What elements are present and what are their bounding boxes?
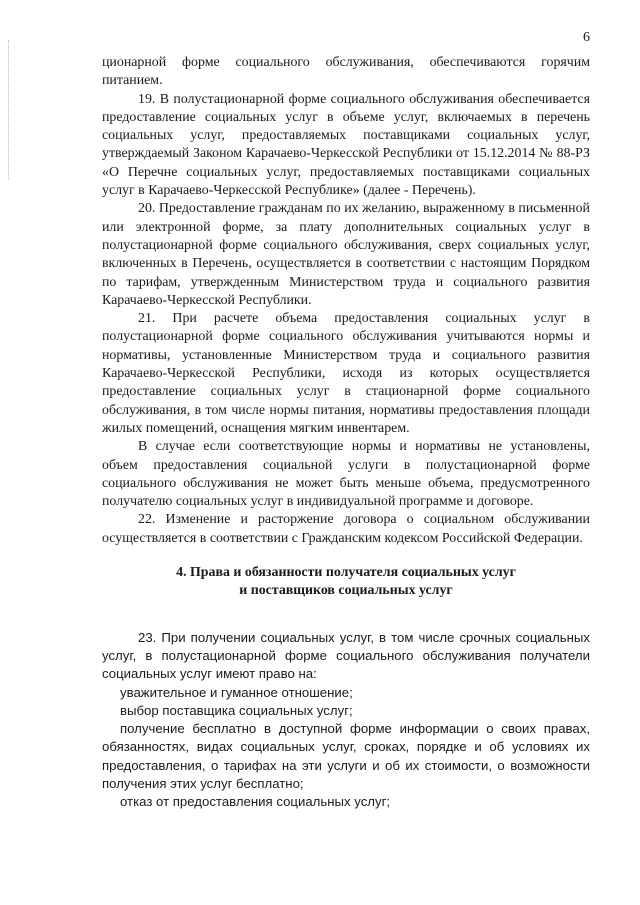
- rights-list-item: выбор поставщика социальных услуг;: [120, 702, 353, 718]
- rights-list-item: отказ от предоставления социальных услуг;: [120, 794, 391, 810]
- page-number: 6: [583, 30, 590, 45]
- paragraph-21-continued: В случае если соответствующие нормы и нормативы не установлены, объем предоставления социальной услуги в полустационарной форме социального обслуживания не может быть меньше объема, предусмотренного получателю социальных услуг в индивидуальной программе и договоре.: [102, 439, 590, 510]
- paragraph-continuation: ционарной форме социального обслуживания, обеспечиваются горячим питанием.: [102, 55, 590, 89]
- paragraph-19: 19. В полустационарной форме социального обслуживания обеспечивается предоставление социальных услуг в объеме услуг, включаемых в перечень социальных услуг, предоставляемых поставщиками социальных услуг, утверждаемый Законом Карачаево-Черкесской Республики от 15.12.2014 № 88-РЗ «О Перечне социальных услуг, предоставляемых поставщиками социальных услуг в Карачаево-Черкесской Республике» (далее - Перечень).: [102, 91, 590, 199]
- section-heading-line-2: и поставщиков социальных услуг: [239, 583, 453, 599]
- section-heading-line-1: 4. Права и обязанности получателя социальных услуг: [176, 565, 516, 581]
- rights-list-item: уважительное и гуманное отношение;: [120, 684, 353, 700]
- section-heading: [102, 564, 590, 601]
- rights-list-item: получение бесплатно в доступной форме информации о своих правах, обязанностях, видах социальных услуг, сроках, порядке и об условиях их предоставления, о тарифах на эти услуги и об их стоимости, о возможности получения этих услуг бесплатно;: [102, 721, 590, 791]
- scan-margin-marks: [8, 40, 10, 180]
- paragraph-21: 21. При расчете объема предоставления социальных услуг в полустационарной форме социального обслуживания учитываются нормы и нормативы, установленные Министерством труда и социального развития Карачаево-Черкесской Республики, исходя из которых осуществляется предоставление социальных услуг в стационарной форме социального обслуживания, в том числе нормы питания, нормативы предоставления площади жилых помещений, оснащения мягким инвентарем.: [102, 311, 590, 436]
- paragraph-20: 20. Предоставление гражданам по их желанию, выраженному в письменной или электронной форме, за плату дополнительных социальных услуг в полустационарной форме социального обслуживания, сверх социальных услуг, включенных в Перечень, осуществляется в соответствии с настоящим Порядком по тарифам, утвержденным Министерством труда и социального развития Карачаево-Черкесской Республики.: [102, 201, 590, 308]
- paragraph-22: 22. Изменение и расторжение договора о социальном обслуживании осуществляется в соответствии с Гражданским кодексом Российской Федерации.: [102, 512, 590, 546]
- paragraph-23: 23. При получении социальных услуг, в том числе срочных социальных услуг, в полустационарной форме социального обслуживания получатели социальных услуг имеют право на:: [102, 629, 590, 682]
- document-body: [102, 54, 590, 812]
